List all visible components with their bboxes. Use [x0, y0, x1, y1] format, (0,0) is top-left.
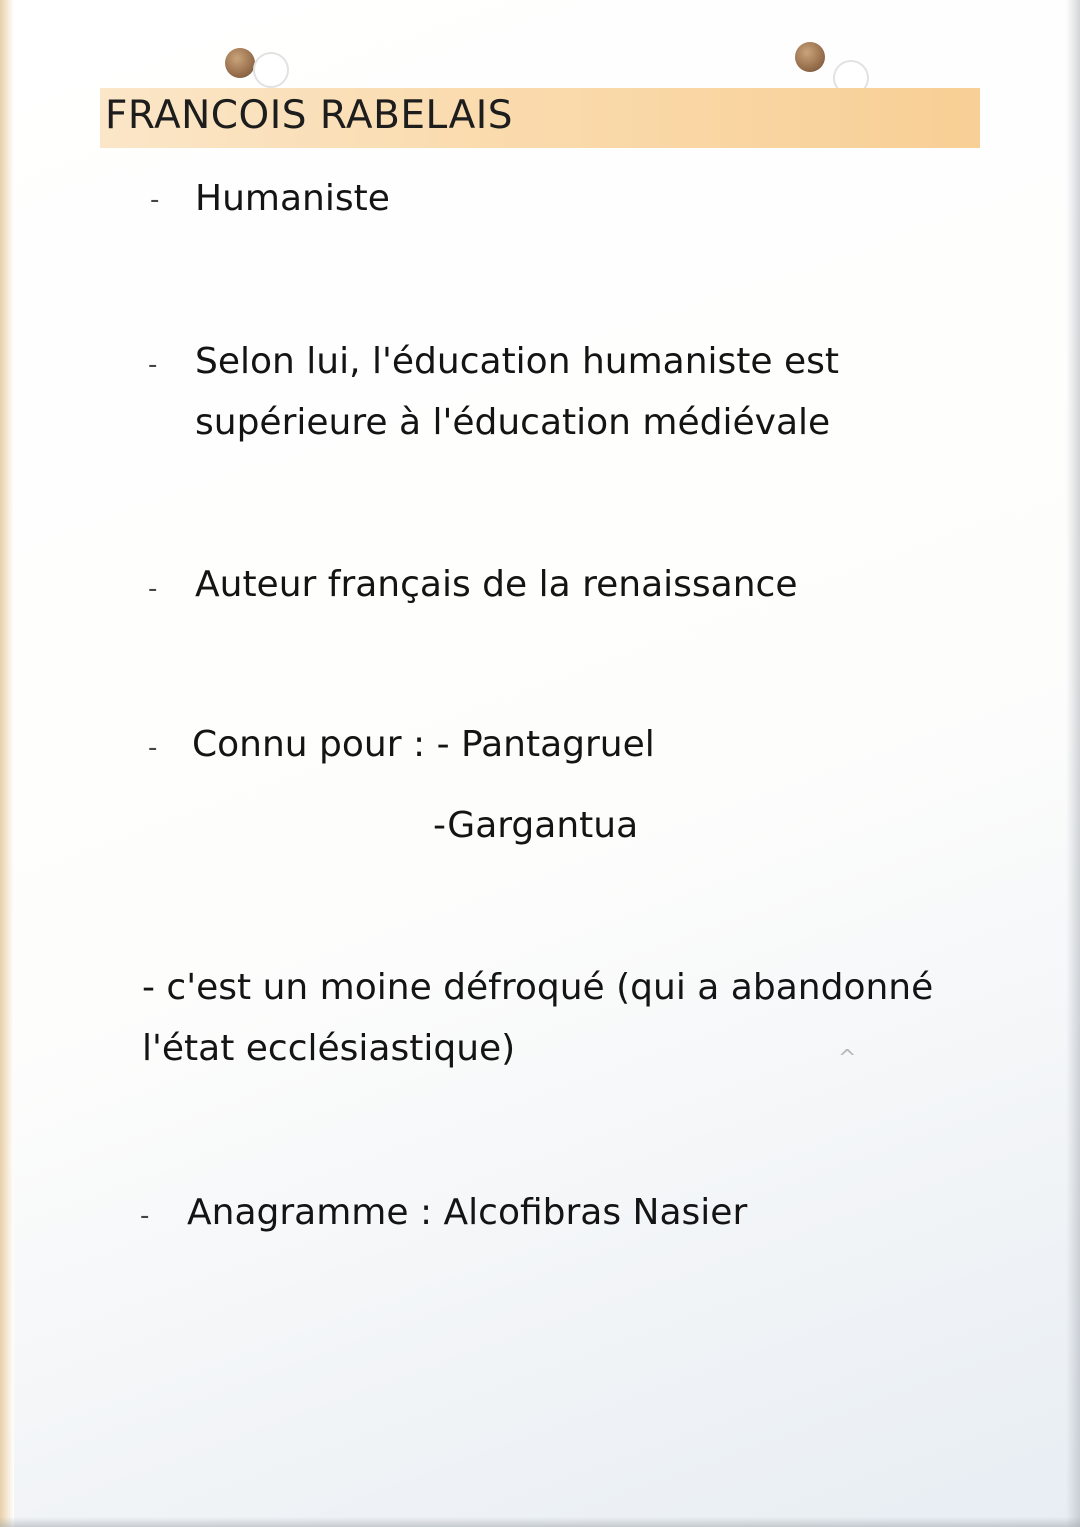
list-item-text: Anagramme : Alcofibras Nasier — [187, 1192, 748, 1233]
binding-edge — [0, 0, 14, 1527]
punch-hole-left-icon — [225, 48, 255, 78]
list-item-text: - c'est un moine défroqué (qui a abandonné — [142, 967, 934, 1008]
page-title: FRANCOIS RABELAIS — [105, 93, 514, 138]
list-item-text: l'état ecclésiastique) — [142, 1028, 516, 1069]
page-bottom-shadow — [0, 1517, 1080, 1527]
punch-hole-right-icon — [795, 42, 825, 72]
list-item-text: Selon lui, l'éducation humaniste est — [195, 341, 840, 382]
bullet-dash: - — [148, 733, 158, 763]
list-item-text: supérieure à l'éducation médiévale — [195, 402, 831, 443]
list-item-text: -Gargantua — [433, 805, 639, 846]
list-item-text: Auteur français de la renaissance — [195, 564, 798, 605]
bullet-dash: - — [150, 185, 160, 215]
list-item-text: Humaniste — [195, 178, 390, 219]
page-edge-shadow — [1066, 0, 1080, 1527]
bullet-dash: - — [148, 350, 158, 380]
margin-mark: ^ — [838, 1046, 857, 1071]
hole-reinforcement-left-icon — [253, 52, 289, 88]
bullet-dash: - — [140, 1201, 150, 1231]
bullet-dash: - — [148, 574, 158, 604]
list-item-text: Connu pour : - Pantagruel — [192, 724, 655, 765]
